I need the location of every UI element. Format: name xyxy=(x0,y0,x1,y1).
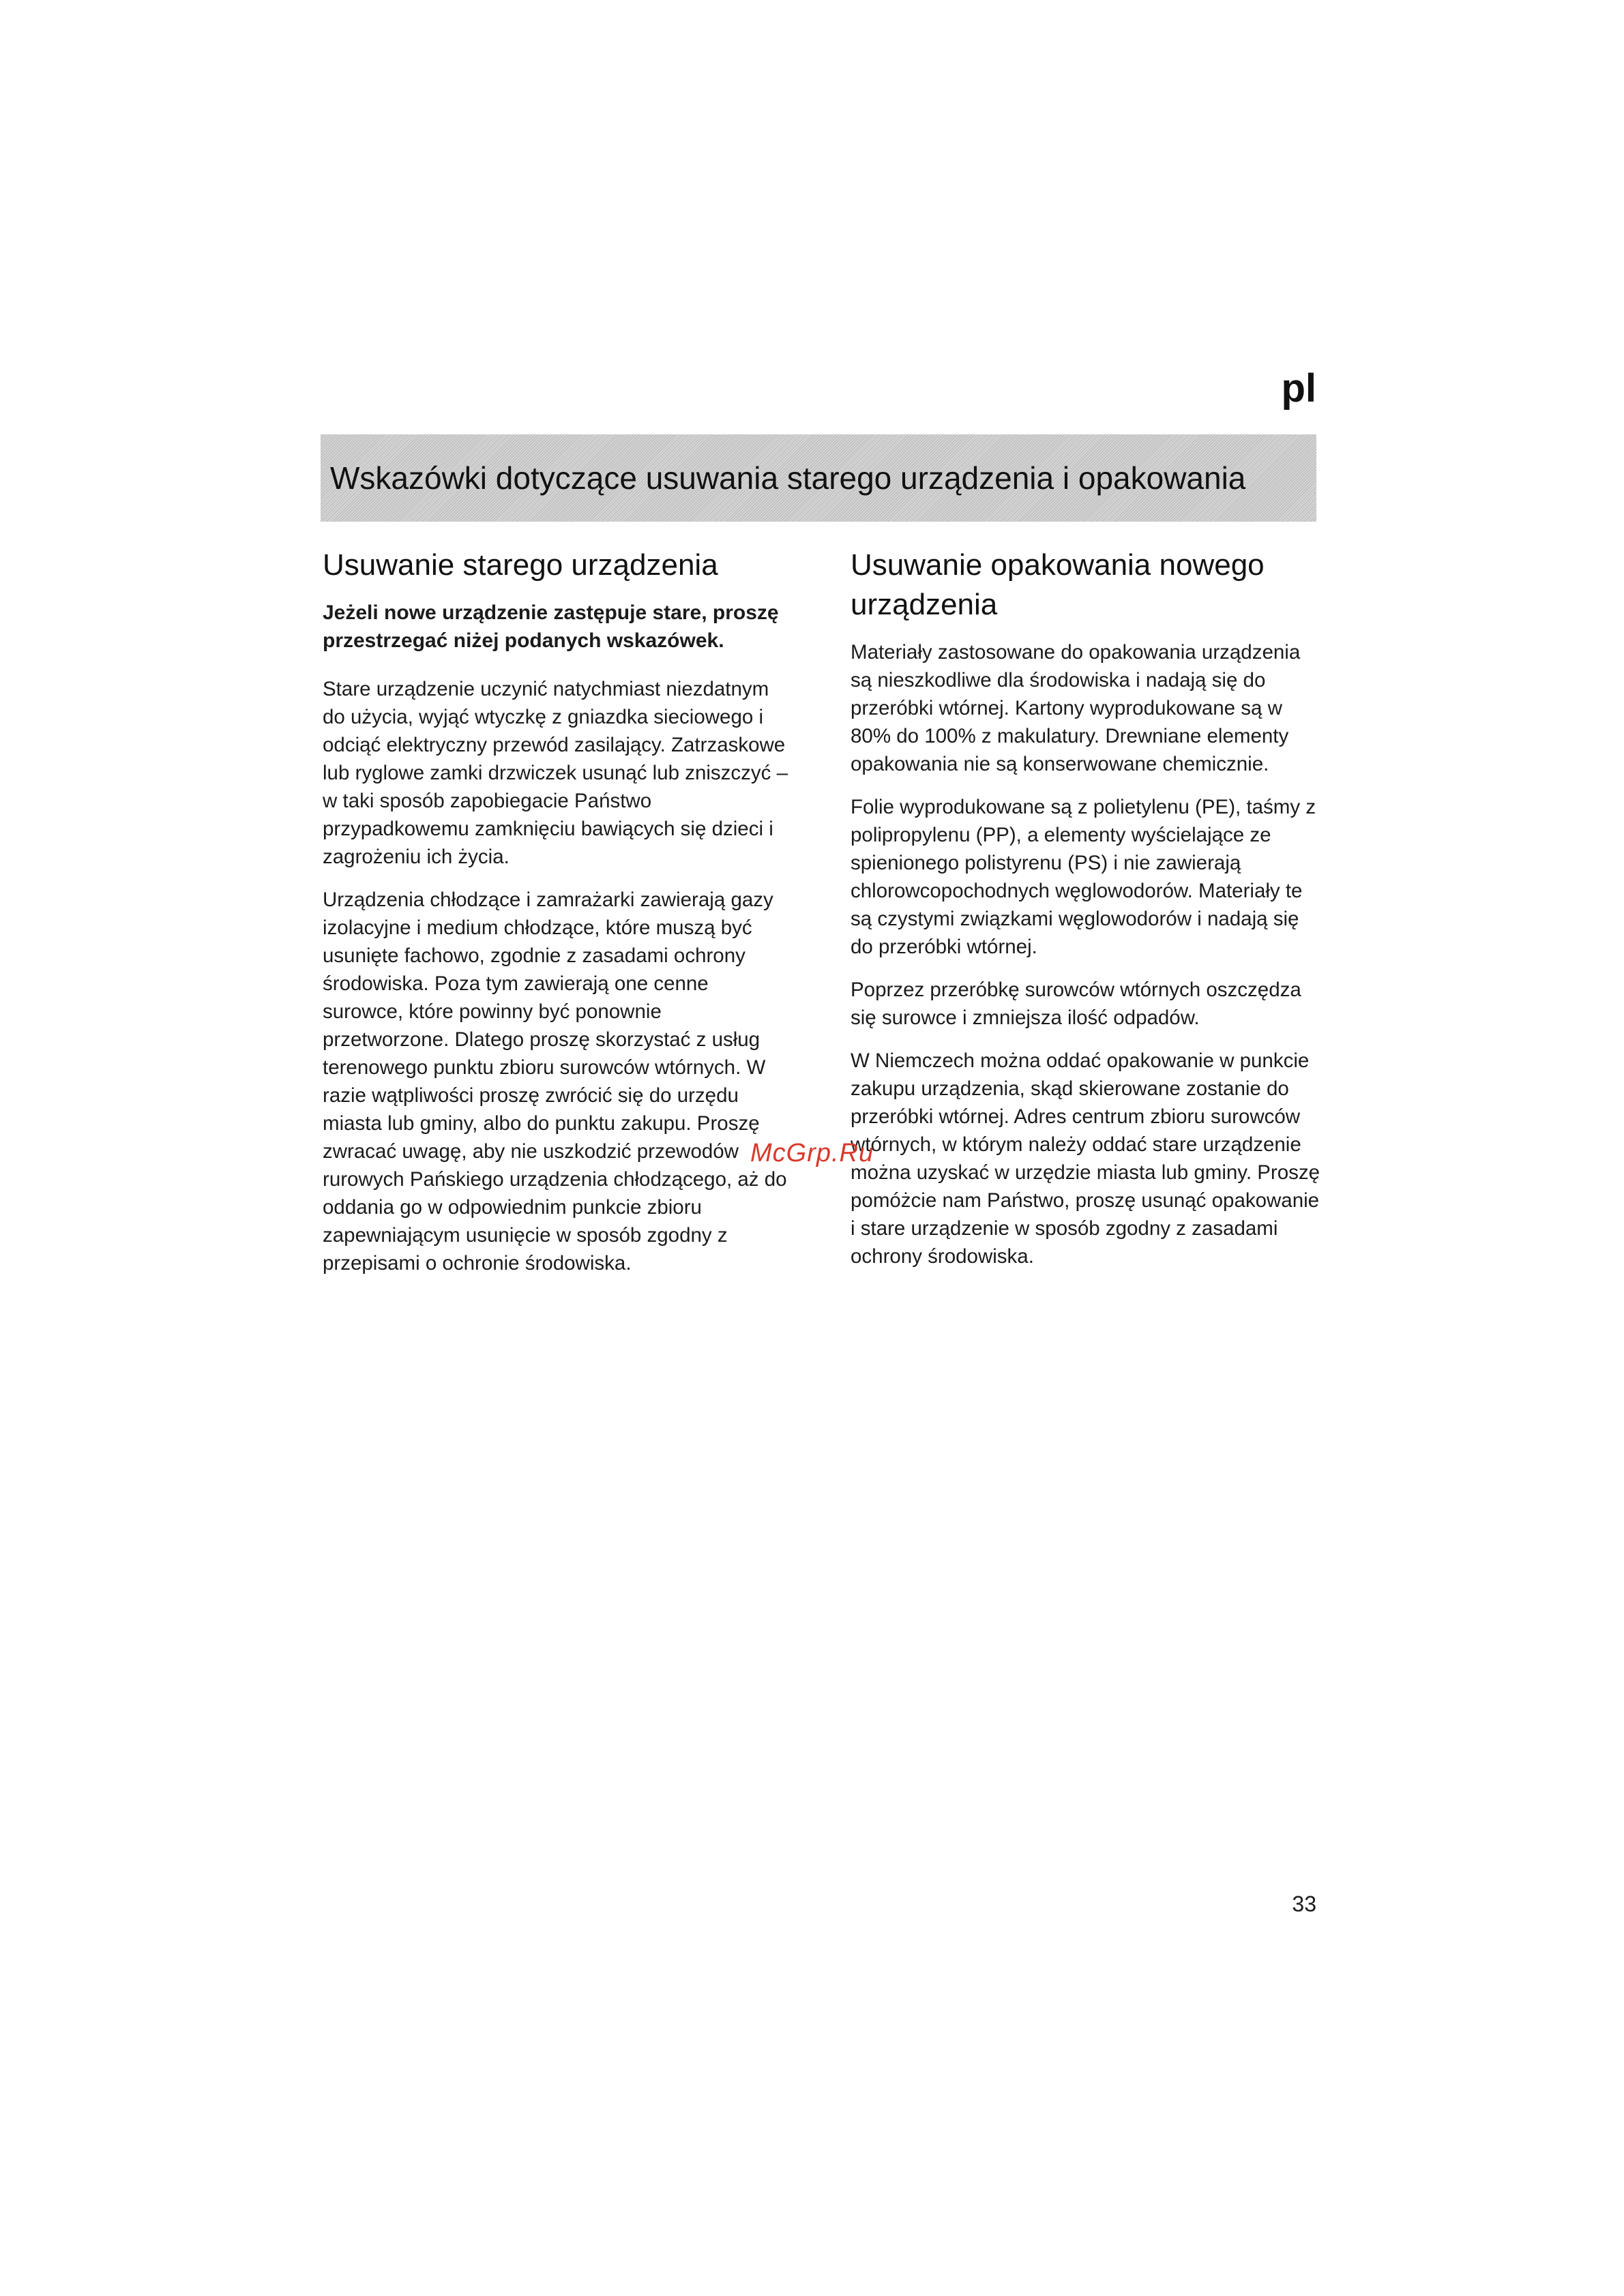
right-paragraph-1: Materiały zastosowane do opakowania urządzenia są nieszkodliwe dla środowiska i nadają się do przeróbki wtórnej. Kartony wyprodukowane są w 80% do 100% z makulatury. Drewniane elementy opakowania nie są konserwowane chemicznie. xyxy=(851,641,1301,775)
left-column-lead: Jeżeli nowe urządzenie zastępuje stare, proszę przestrzegać niżej podanych wskazówek. xyxy=(323,601,779,652)
page-title: Wskazówki dotyczące usuwania starego urządzenia i opakowania xyxy=(330,460,1246,496)
page-number: 33 xyxy=(1292,1892,1316,1916)
left-paragraph-1: Stare urządzenie uczynić natychmiast niezdatnym do użycia, wyjąć wtyczkę z gniazdka sieciowego i odciąć elektryczny przewód zasilający. Zatrzaskowe lub ryglowe zamki drzwiczek usunąć lub zniszczyć – w taki sposób zapobiegacie Państwo przypadkowemu zamknięciu bawiących się dzieci i zagrożeniu ich życia. xyxy=(323,678,788,868)
language-code: pl xyxy=(1281,366,1316,411)
right-column-heading: Usuwanie opakowania nowego urządzenia xyxy=(851,548,1265,621)
right-paragraph-3: Poprzez przeróbkę surowców wtórnych oszczędza się surowce i zmniejsza ilość odpadów. xyxy=(851,979,1301,1029)
right-paragraph-4: W Niemczech można oddać opakowanie w punkcie zakupu urządzenia, skąd skierowane zostanie do przeróbki wtórnej. Adres centrum zbioru surowców wtórnych, w którym należy oddać stare urządzenie można uzyskać w urzędzie miasta lub gminy. Proszę pomóżcie nam Państwo, proszę usunąć opakowanie i stare urządzenie w sposób zgodny z zasadami ochrony środowiska. xyxy=(851,1049,1320,1268)
right-column xyxy=(851,546,1321,1285)
section-banner xyxy=(321,434,1316,522)
right-paragraph-2: Folie wyprodukowane są z polietylenu (PE), taśmy z polipropylenu (PP), a elementy wyścielające ze spienionego polistyrenu (PS) i nie zawierają chlorowcopochodnych węglowodorów. Materiały te są czystymi związkami węglowodorów i nadają się do przeróbki wtórnej. xyxy=(851,796,1316,958)
left-column-heading: Usuwanie starego urządzenia xyxy=(323,548,718,582)
left-column xyxy=(323,546,793,1292)
left-paragraph-2: Urządzenia chłodzące i zamrażarki zawierają gazy izolacyjne i medium chłodzące, które muszą być usunięte fachowo, zgodnie z zasadami ochrony środowiska. Poza tym zawierają one cenne surowce, które powinny być ponownie przetworzone. Dlatego proszę skorzystać z usług terenowego punktu zbioru surowców wtórnych. W razie wątpliwości proszę zwrócić się do urzędu miasta lub gminy, albo do punktu zakupu. Proszę zwracać uwagę, aby nie uszkodzić przewodów rurowych Pańskiego urządzenia chłodzącego, aż do oddania go w odpowiednim punkcie zbioru zapewniającym usunięcie w sposób zgodny z przepisami o ochronie środowiska. xyxy=(323,889,787,1274)
watermark: McGrp.Ru xyxy=(750,1139,874,1167)
